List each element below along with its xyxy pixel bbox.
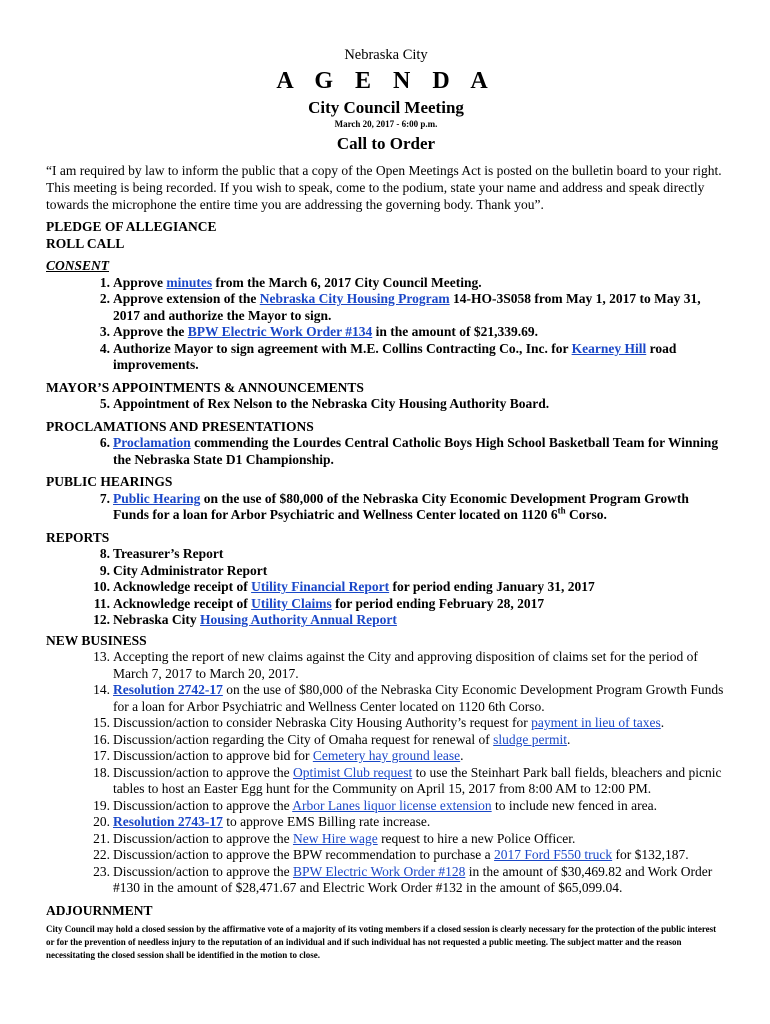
list-item: 22. Discussion/action to approve the BPW recommendation to purchase a 2017 Ford F550 truck for $132,187. [93,847,689,862]
payment-in-lieu-of-taxes-link[interactable]: payment in lieu of taxes [531,715,661,730]
list-item: 1. Approve minutes from the March 6, 2017 City Council Meeting. [99,274,482,290]
housing-program-link[interactable]: Nebraska City Housing Program [259,291,450,306]
list-item: 11. Acknowledge receipt of Utility Claims for period ending February 28, 2017 [93,595,545,611]
list-item: 10. Acknowledge receipt of Utility Financial Report for period ending January 31, 2017 [93,579,595,594]
list-item: 5. Appointment of Rex Nelson to the Nebraska City Housing Authority Board. [99,396,550,411]
resolution-2742-17-link[interactable]: Resolution 2742-17 [113,682,223,697]
list-item: 16. Discussion/action regarding the City of Omaha request for renewal of sludge permit. [93,731,571,747]
adjournment-heading: ADJOURNMENT [46,902,153,918]
public-hearings-heading: PUBLIC HEARINGS [46,474,173,489]
closed-session-footnote: City Council may hold a closed session by the affirmative vote of a majority of its voting members if a closed session is clearly necessary for the protection of the public interest or for the prevention of needless injury to the reputation of an individual and if such individual has not requested a public meeting. The subject matter and the reason necessitating the closed session shall be identified in the motion to close. [46,924,717,960]
city-name: Nebraska City [344,47,428,63]
list-item: 6. Proclamation commending the Lourdes Central Catholic Boys High School Basketball Team for Winning the Nebraska State D1 Championship. [99,435,719,467]
new-business-list [46,649,726,897]
sludge-permit-link[interactable]: sludge permit [493,731,568,747]
list-item: 7. Public Hearing on the use of $80,000 of the Nebraska City Economic Development Program Growth Funds for a loan for Arbor Psychiatric and Wellness Center located on 1120 6th Corso. [99,490,689,522]
list-item: 8. Treasurer’s Report [99,546,224,561]
mayor-list [46,396,726,413]
agenda-document [46,44,726,962]
reports-list [46,546,726,629]
proclamation-link[interactable]: Proclamation [113,435,191,450]
list-item: 18. Discussion/action to approve the Optimist Club request to use the Steinhart Park ball fields, bleachers and picnic tables to host an Easter Egg hunt for the Community on April 15, 2017 from 8:00 AM to 12:00 PM. [93,764,722,796]
open-meetings-notice: “I am required by law to inform the public that a copy of the Open Meetings Act is posted on the bulletin board to your right. This meeting is being recorded. If you wish to speak, come to the podium, state your name and address and speak directly towards the microphone the entire time you are addressing the governing body. Thank you”. [46,163,722,212]
reports-heading: REPORTS [46,529,110,545]
meeting-date: March 20, 2017 - 6:00 p.m. [334,119,438,129]
list-item: 3. Approve the BPW Electric Work Order #134 in the amount of $21,339.69. [99,324,539,339]
work-order-134-link[interactable]: BPW Electric Work Order #134 [187,324,373,339]
liquor-license-extension-link[interactable]: Arbor Lanes liquor license extension [292,797,492,813]
list-item: 21. Discussion/action to approve the New Hire wage request to hire a new Police Officer. [93,830,576,846]
new-hire-wage-link[interactable]: New Hire wage [292,830,378,846]
utility-financial-report-link[interactable]: Utility Financial Report [251,579,390,594]
public-hearing-link[interactable]: Public Hearing [113,490,201,506]
list-item: 19. Discussion/action to approve the Arbor Lanes liquor license extension to include new fenced in area. [93,797,657,813]
utility-claims-link[interactable]: Utility Claims [251,595,332,611]
mayor-appointments-heading: MAYOR’S APPOINTMENTS & ANNOUNCEMENTS [46,379,364,395]
call-to-order-heading: Call to Order [336,134,436,153]
meeting-title: City Council Meeting [308,98,464,117]
list-item: 17. Discussion/action to approve bid for Cemetery hay ground lease. [93,748,464,763]
agenda-title: A G E N D A [276,68,496,94]
proclamations-list [46,435,726,468]
list-item: 15. Discussion/action to consider Nebraska City Housing Authority’s request for payment in lieu of taxes. [93,715,665,730]
list-item: 14. Resolution 2742-17 on the use of $80,000 of the Nebraska City Economic Development Program Growth Funds for a loan for Arbor Psychiatric and Wellness Center located on 1120 6th Corso. [93,682,724,714]
new-business-heading: NEW BUSINESS [46,632,147,648]
cemetery-hay-ground-lease-link[interactable]: Cemetery hay ground lease [312,748,461,763]
consent-heading: CONSENT [46,258,110,273]
list-item: 12. Nebraska City Housing Authority Annual Report [93,612,397,627]
consent-list [46,275,726,374]
kearney-hill-link[interactable]: Kearney Hill [571,340,647,356]
list-item: 23. Discussion/action to approve the BPW Electric Work Order #128 in the amount of $30,469.82 and Work Order #130 in the amount of $28,471.67 and Electric Work Order #132 in the amount of $65,099.04. [93,863,713,895]
list-item: 9. City Administrator Report [99,562,268,578]
minutes-link[interactable]: minutes [166,274,213,290]
list-item: 13. Accepting the report of new claims against the City and approving disposition of claims set for the period of March 7, 2017 to March 20, 2017. [93,649,698,681]
ford-f550-truck-link[interactable]: 2017 Ford F550 truck [494,847,613,862]
list-item: 4. Authorize Mayor to sign agreement with M.E. Collins Contracting Co., Inc. for Kearney Hill road improvements. [99,340,677,372]
list-item: 2. Approve extension of the Nebraska City Housing Program 14-HO-3S058 from May 1, 2017 to May 31, 2017 and authorize the Mayor to sign. [99,291,701,323]
roll-call-heading: ROLL CALL [46,235,125,251]
hearings-list [46,491,726,524]
optimist-club-request-link[interactable]: Optimist Club request [292,764,413,780]
pledge-heading: PLEDGE OF ALLEGIANCE [46,219,217,234]
list-item: 20. Resolution 2743-17 to approve EMS Billing rate increase. [93,814,431,829]
proclamations-heading: PROCLAMATIONS AND PRESENTATIONS [46,418,314,434]
work-order-128-link[interactable]: BPW Electric Work Order #128 [292,863,466,879]
housing-authority-report-link[interactable]: Housing Authority Annual Report [200,612,397,627]
resolution-2743-17-link[interactable]: Resolution 2743-17 [113,814,223,829]
